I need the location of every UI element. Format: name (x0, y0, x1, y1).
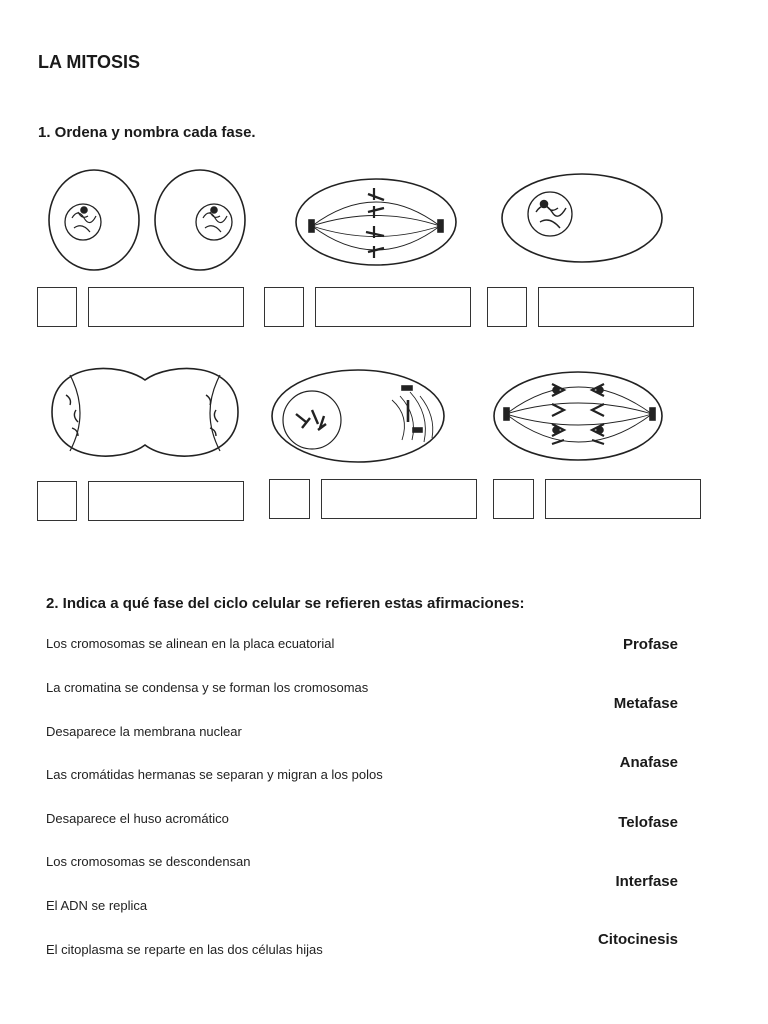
order-box-2[interactable] (264, 287, 304, 327)
phase-label-interfase: Interfase (615, 873, 678, 890)
statement-3: Desaparece la membrana nuclear (46, 724, 242, 739)
order-box-5[interactable] (269, 479, 310, 519)
phase-label-anafase: Anafase (619, 754, 678, 771)
cell-interphase-a (49, 170, 139, 270)
name-box-4[interactable] (88, 481, 244, 521)
question-1-heading: 1. Ordena y nombra cada fase. (38, 124, 256, 141)
statement-5: Desaparece el huso acromático (46, 811, 229, 826)
name-box-3[interactable] (538, 287, 694, 327)
phase-label-profase: Profase (622, 636, 678, 653)
phase-label-metafase: Metafase (613, 695, 678, 712)
cell-prophase (502, 174, 662, 262)
name-box-1[interactable] (88, 287, 244, 327)
cell-metaphase (296, 179, 456, 265)
page-title: LA MITOSIS (38, 52, 141, 72)
order-box-1[interactable] (37, 287, 77, 327)
question-2-heading: 2. Indica a qué fase del ciclo celular se refieren estas afirmaciones: (46, 595, 525, 612)
cell-telophase (52, 368, 238, 456)
name-box-5[interactable] (321, 479, 477, 519)
name-box-6[interactable] (545, 479, 701, 519)
statement-4: Las cromátidas hermanas se separan y migran a los polos (46, 767, 383, 782)
phase-label-telofase: Telofase (618, 814, 678, 831)
statement-7: El ADN se replica (46, 898, 148, 913)
order-box-3[interactable] (487, 287, 527, 327)
order-box-6[interactable] (493, 479, 534, 519)
statement-1: Los cromosomas se alinean en la placa ecuatorial (46, 636, 335, 651)
statement-8: El citoplasma se reparte en las dos células hijas (46, 942, 323, 957)
order-box-4[interactable] (37, 481, 77, 521)
cell-interphase-b (155, 170, 245, 270)
statement-2: La cromatina se condensa y se forman los cromosomas (46, 680, 369, 695)
name-box-2[interactable] (315, 287, 471, 327)
cell-anaphase (494, 372, 662, 460)
phase-label-citocinesis: Citocinesis (597, 931, 678, 948)
cell-prometaphase (272, 370, 444, 462)
statement-6: Los cromosomas se descondensan (46, 854, 251, 869)
